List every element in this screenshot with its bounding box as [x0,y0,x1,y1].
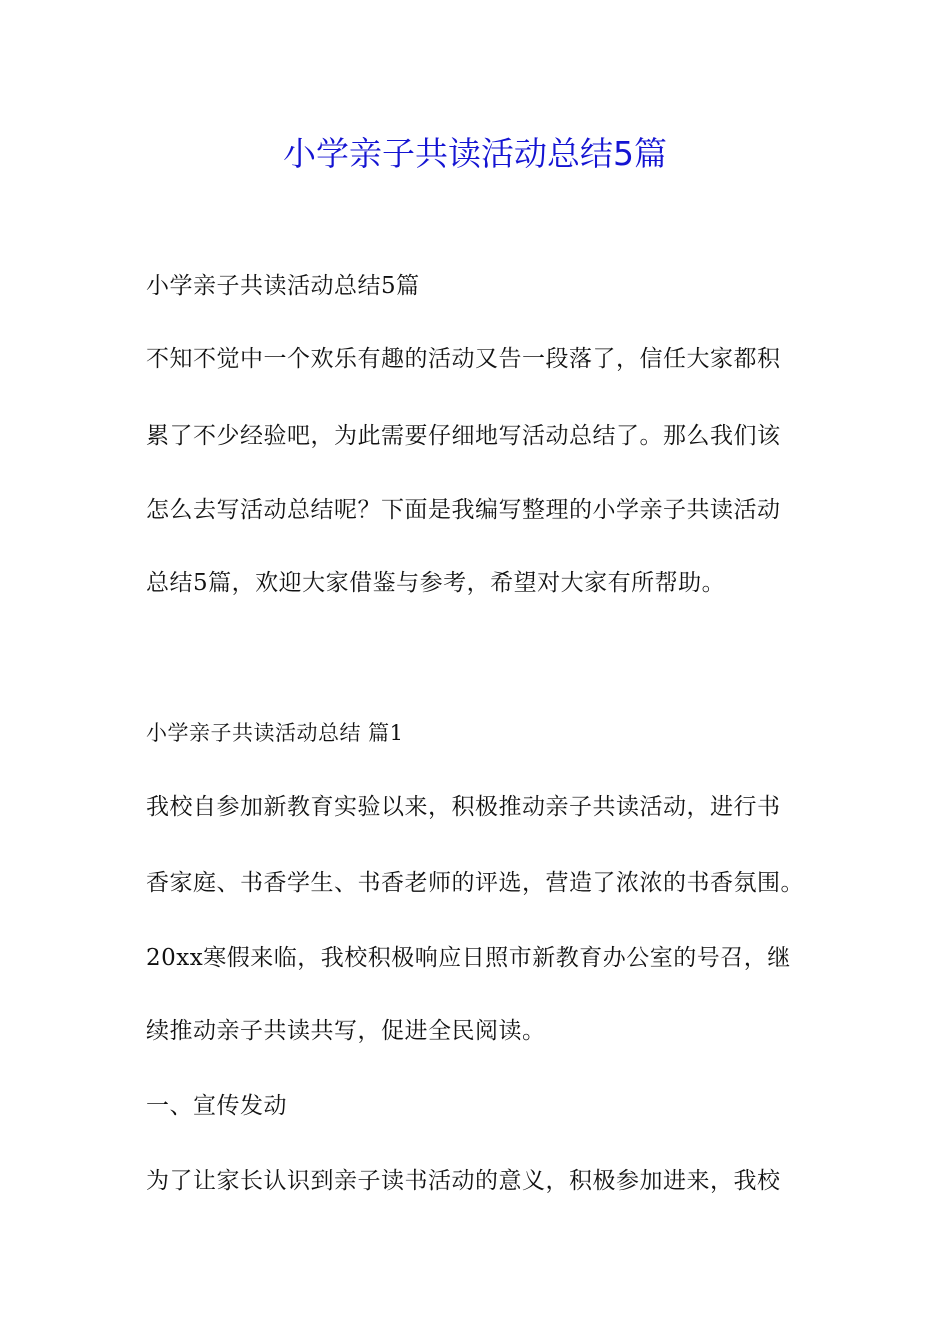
intro-line: 怎么去写活动总结呢？下面是我编写整理的小学亲子共读活动 [146,497,781,523]
article-heading: 小学亲子共读活动总结 篇1 [146,721,404,745]
article-line: 香家庭、书香学生、书香老师的评选，营造了浓浓的书香氛围。 [146,870,804,896]
intro-line: 不知不觉中一个欢乐有趣的活动又告一段落了，信任大家都积 [146,346,781,372]
article-line: 为了让家长认识到亲子读书活动的意义，积极参加进来，我校 [146,1168,781,1194]
document-title: 小学亲子共读活动总结5篇 [283,134,667,173]
article-line: 20xx寒假来临，我校积极响应日照市新教育办公室的号召，继 [146,945,791,971]
intro-line: 累了不少经验吧，为此需要仔细地写活动总结了。那么我们该 [146,423,781,449]
intro-line: 总结5篇，欢迎大家借鉴与参考，希望对大家有所帮助。 [146,570,726,596]
intro-subtitle: 小学亲子共读活动总结5篇 [146,273,420,299]
article-line: 续推动亲子共读共写，促进全民阅读。 [146,1018,546,1044]
article-line: 我校自参加新教育实验以来，积极推动亲子共读活动，进行书 [146,794,781,820]
section-heading: 一、宣传发动 [146,1093,287,1119]
